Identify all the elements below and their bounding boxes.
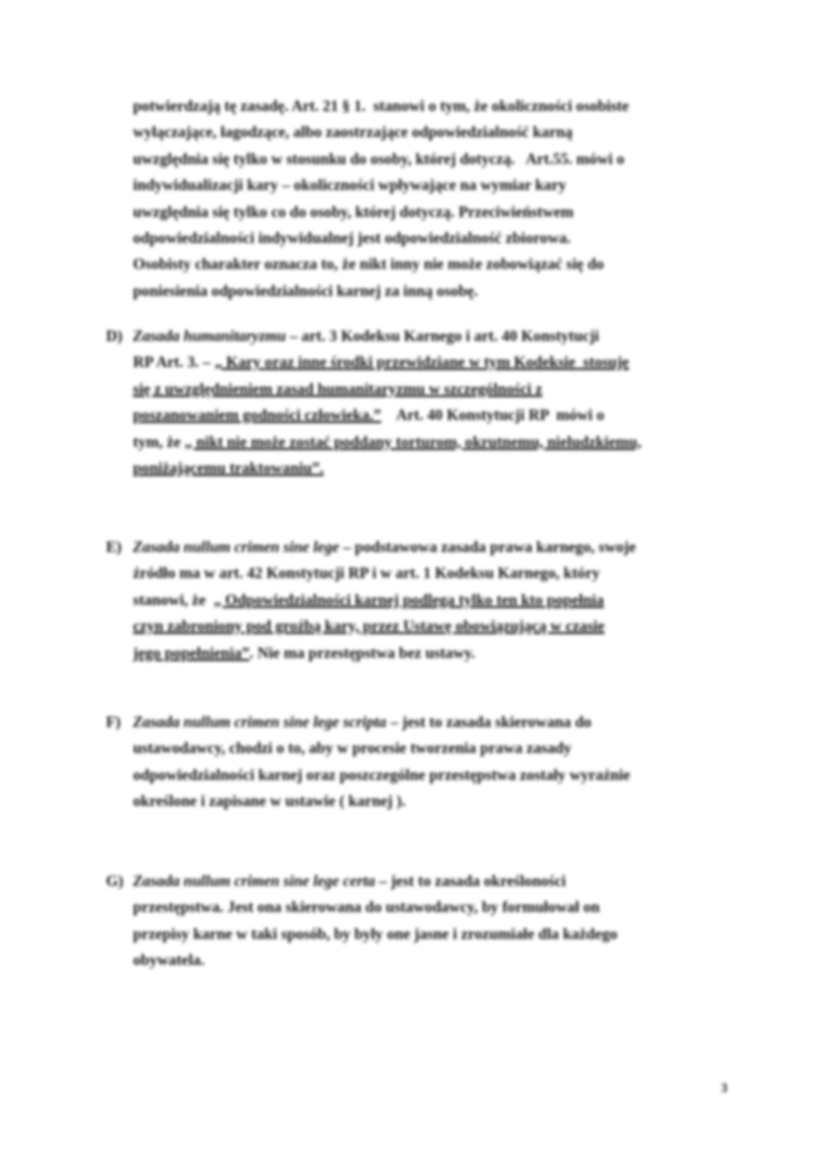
- principle-name: Zasada nullum crimen sine lege certa: [133, 873, 376, 890]
- text-line: [133, 710, 753, 736]
- text-line: [133, 895, 753, 921]
- text-segment: – jest to zasada skierowana do: [386, 714, 592, 731]
- quoted-text: „ nikt nie może zostać poddany torturom, okrutnemu, nieludzkiemu,: [184, 433, 642, 451]
- text-line: [133, 614, 753, 640]
- page-number: 3: [721, 1080, 728, 1095]
- text-line: [133, 252, 753, 278]
- text-segment: uwzględnia się tylko w stosunku do osoby, której dotyczą. Art.55. mówi o: [133, 150, 625, 168]
- text-line: [133, 430, 753, 456]
- text-line: [133, 789, 753, 815]
- text-segment: – art. 3 Kodeksu Karnego i art. 40 Konstytucji: [285, 328, 600, 345]
- text-segment: poniesienia odpowiedzialności karnej za inną osobę.: [133, 282, 478, 300]
- principle-name: Zasada humanitaryzmu: [133, 328, 286, 345]
- quoted-text: jego popełnienia”: [133, 644, 250, 662]
- text-segment: – podstawowa zasada prawa karnego, swoje: [339, 539, 636, 556]
- paragraph: [133, 94, 753, 305]
- text-segment: przepisy karne w taki sposób, by były one jasne i zrozumiałe dla każdego: [133, 925, 618, 943]
- text-segment: obywatela.: [133, 952, 205, 970]
- list-marker: D): [106, 328, 123, 345]
- text-line: [133, 641, 753, 667]
- text-line: [133, 561, 753, 587]
- text-segment: potwierdzają tę zasadę. Art. 21 § 1. stanowi o tym, że okoliczności osobiste: [133, 98, 629, 115]
- quoted-text: „ Odpowiedzialności karnej podlega tylko ten kto popełnia: [213, 591, 604, 609]
- text-line: [133, 200, 753, 226]
- quoted-text: poszanowaniem godności człowieka.”: [133, 407, 382, 425]
- text-segment: odpowiedzialności karnej oraz poszczególne przestępstwa zostały wyraźnie: [133, 766, 631, 784]
- text-line: [133, 147, 753, 173]
- text-line: [133, 403, 753, 429]
- quoted-text: poniżającemu traktowaniu”.: [133, 459, 324, 477]
- list-marker: F): [106, 714, 121, 731]
- text-line: [133, 922, 753, 948]
- text-line: [133, 869, 753, 895]
- text-line: [133, 94, 753, 120]
- text-line: [133, 324, 753, 350]
- text-segment: ustawodawcy, chodzi o to, aby w procesie tworzenia prawa zasady: [133, 740, 572, 758]
- text-line: [133, 226, 753, 252]
- text-line: [133, 120, 753, 146]
- text-segment: wyłączające, łagodzące, albo zaostrzające odpowiedzialność karną: [133, 124, 573, 142]
- text-segment: Art. 40 Konstytucji RP mówi o: [381, 407, 605, 425]
- text-segment: . Nie ma przestępstwa bez ustawy.: [249, 644, 476, 662]
- quoted-text: się z uwzględnieniem zasad humanitaryzmu w szczególności z: [133, 380, 543, 398]
- text-segment: Osobisty charakter oznacza to, że nikt inny nie może zobowiązać się do: [133, 256, 604, 274]
- list-marker: E): [106, 539, 122, 556]
- paragraph: [106, 535, 753, 667]
- text-segment: odpowiedzialności indywidualnej jest odpowiedzialność zbiorowa.: [133, 229, 571, 247]
- text-segment: – jest to zasada określoności: [375, 873, 566, 890]
- principle-name: Zasada nullum crimen sine lege scripta: [133, 714, 387, 731]
- text-segment: RP Art. 3. –: [133, 354, 215, 372]
- text-line: [133, 736, 753, 762]
- paragraph: [106, 710, 753, 816]
- text-line: [133, 588, 753, 614]
- text-segment: określone i zapisane w ustawie ( karnej ).: [133, 793, 406, 811]
- text-segment: źródło ma w art. 42 Konstytucji RP i w art. 1 Kodeksu Karnego, który: [133, 565, 600, 583]
- text-line: [133, 948, 753, 974]
- text-segment: stanowi, że: [133, 591, 214, 609]
- quoted-text: „ Kary oraz inne środki przewidziane w tym Kodeksie stosuje: [214, 354, 630, 372]
- paragraph: [106, 324, 753, 482]
- text-segment: uwzględnia się tylko co do osoby, której dotyczą. Przeciwieństwem: [133, 203, 574, 221]
- paragraph: [106, 869, 753, 975]
- text-segment: przestępstwa. Jest ona skierowana do ustawodawcy, by formułował on: [133, 899, 600, 917]
- text-line: [133, 535, 753, 561]
- text-line: [133, 763, 753, 789]
- list-marker: G): [106, 873, 124, 890]
- text-line: [133, 377, 753, 403]
- text-line: [133, 456, 753, 482]
- quoted-text: czyn zabroniony pod groźbą kary, przez Ustawę obowiązującą w czasie: [133, 618, 605, 636]
- text-line: [133, 350, 753, 376]
- text-segment: tym, że: [133, 433, 185, 451]
- text-line: [133, 279, 753, 305]
- principle-name: Zasada nullum crimen sine lege: [133, 539, 340, 556]
- text-segment: indywidualizacji kary – okoliczności wpływające na wymiar kary: [133, 177, 567, 195]
- text-line: [133, 173, 753, 199]
